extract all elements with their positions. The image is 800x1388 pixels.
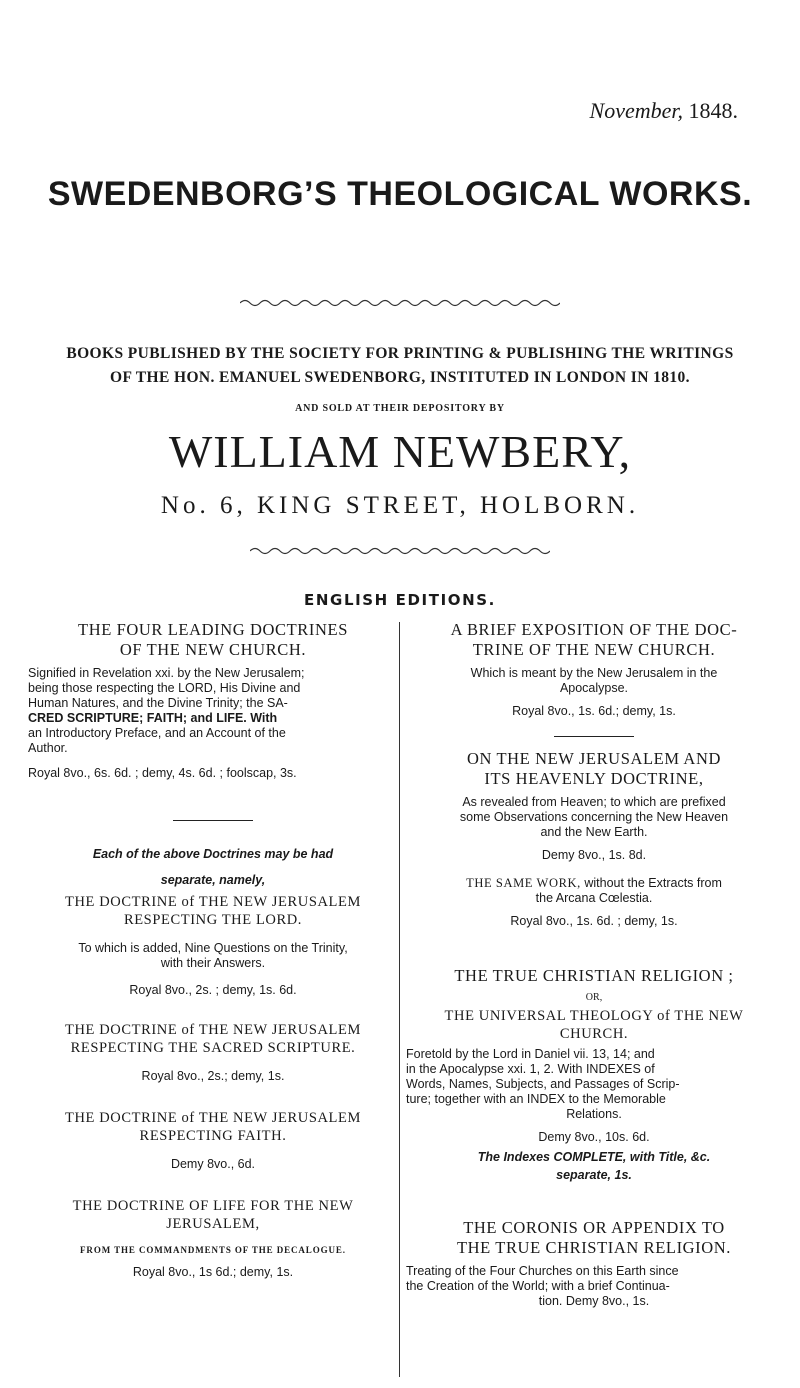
entry-note: separate, 1s. <box>556 1168 632 1182</box>
entry-same-work <box>406 876 782 928</box>
entry-title: ITS HEAVENLY DOCTRINE, <box>484 769 704 788</box>
entry-description: Foretold by the Lord in Daniel vii. 13, 14; and <box>406 1047 655 1061</box>
entry-title: THE CORONIS OR APPENDIX TO <box>463 1218 725 1237</box>
entry-description: in the Apocalypse xxi. 1, 2. With INDEXES of <box>406 1062 655 1076</box>
entry-title: OF THE NEW CHURCH. <box>119 640 307 659</box>
entry-description: Human Natures, and the Divine Trinity; the SA- <box>28 696 288 710</box>
separate-note: Each of the above Doctrines may be had <box>92 847 334 861</box>
entry-doctrine-life <box>28 1197 398 1279</box>
entry-description: Treating of the Four Churches on this Earth since <box>406 1264 679 1278</box>
entry-price: Royal 8vo., 1s. 6d.; demy, 1s. <box>512 704 676 718</box>
entry-price: Royal 8vo., 6s. 6d. ; demy, 4s. 6d. ; foolscap, 3s. <box>28 766 297 780</box>
entry-title: THE DOCTRINE of THE NEW JERUSALEM <box>65 1110 361 1126</box>
entry-title: TRINE OF THE NEW CHURCH. <box>472 640 716 659</box>
entry-description: Which is meant by the New Jerusalem in the <box>470 666 718 680</box>
date-year: 1848. <box>688 98 738 123</box>
entry-or: OR, <box>585 992 603 1003</box>
entry-price: Royal 8vo., 1s 6d.; demy, 1s. <box>132 1265 294 1279</box>
entry-title: RESPECTING THE SACRED SCRIPTURE. <box>70 1040 356 1056</box>
date-month: November, <box>589 98 683 123</box>
entry-heavenly-doctrine <box>406 749 782 862</box>
sold-line: AND SOLD AT THEIR DEPOSITORY BY <box>295 403 505 414</box>
entry-doctrine-faith <box>28 1109 398 1171</box>
subtitle <box>20 342 780 390</box>
entry-description: Author. <box>28 741 68 755</box>
entry-description: Apocalypse. <box>559 681 629 695</box>
ornament-wavy-top <box>0 296 800 314</box>
entry-description: Relations. <box>566 1107 622 1121</box>
entry-price: Royal 8vo., 2s.; demy, 1s. <box>141 1069 285 1083</box>
entry-title: THE SAME WORK, <box>466 876 581 890</box>
entry-description: Words, Names, Subjects, and Passages of Scrip- <box>406 1077 680 1091</box>
entry-title: RESPECTING FAITH. <box>139 1128 287 1144</box>
entry-title: THE UNIVERSAL THEOLOGY of THE NEW <box>444 1008 744 1024</box>
entry-subtitle: FROM THE COMMANDMENTS OF THE DECALOGUE. <box>80 1245 346 1255</box>
entry-description: the Arcana Cœlestia. <box>535 891 653 905</box>
entry-four-doctrines <box>28 620 398 780</box>
ornament-wavy-bottom <box>0 544 800 562</box>
entry-title: THE TRUE CHRISTIAN RELIGION ; <box>454 966 734 985</box>
entry-price: Royal 8vo., 2s. ; demy, 1s. 6d. <box>129 983 297 997</box>
entry-title: RESPECTING THE LORD. <box>123 912 303 928</box>
entry-doctrine-lord <box>28 893 398 997</box>
separate-note: separate, namely, <box>160 873 266 887</box>
entry-title: THE DOCTRINE of THE NEW JERUSALEM <box>65 894 361 910</box>
right-column <box>406 620 782 1309</box>
section-heading: ENGLISH EDITIONS. <box>304 591 496 609</box>
entry-description: an Introductory Preface, and an Account of the <box>28 726 286 740</box>
entry-title: THE DOCTRINE of THE NEW JERUSALEM <box>65 1022 361 1038</box>
entry-description: Signified in Revelation xxi. by the New Jerusalem; <box>28 666 305 680</box>
entry-doctrine-scripture <box>28 1021 398 1083</box>
publisher-name: WILLIAM NEWBERY, <box>168 426 632 477</box>
entry-description: tion. Demy 8vo., 1s. <box>538 1294 650 1308</box>
entry-title: THE FOUR LEADING DOCTRINES <box>78 620 348 639</box>
entry-price: Demy 8vo., 6d. <box>170 1157 256 1171</box>
entry-title: THE DOCTRINE OF LIFE FOR THE NEW <box>72 1198 354 1214</box>
entry-note: The Indexes COMPLETE, with Title, &c. <box>477 1150 711 1164</box>
subtitle-line-2: OF THE HON. EMANUEL SWEDENBORG, INSTITUTED IN LONDON IN 1810. <box>110 369 690 386</box>
entry-price: Demy 8vo., 1s. 8d. <box>541 848 647 862</box>
entry-description: ture; together with an INDEX to the Memorable <box>406 1092 666 1106</box>
entry-description: CRED SCRIPTURE; FAITH; and LIFE. With <box>28 711 278 725</box>
entry-description: with their Answers. <box>160 956 266 970</box>
entry-price: Demy 8vo., 10s. 6d. <box>538 1130 650 1144</box>
entry-description: being those respecting the LORD, His Divine and <box>28 681 301 695</box>
entry-coronis <box>406 1218 782 1309</box>
entry-description: and the New Earth. <box>540 825 648 839</box>
entry-title: ON THE NEW JERUSALEM AND <box>467 749 721 768</box>
entry-description: the Creation of the World; with a brief Continua- <box>406 1279 670 1293</box>
publisher-address: No. 6, KING STREET, HOLBORN. <box>160 492 640 519</box>
entry-brief-exposition <box>406 620 782 718</box>
entry-true-christian-religion <box>406 966 782 1184</box>
left-column <box>28 620 398 1279</box>
entry-price: Royal 8vo., 1s. 6d. ; demy, 1s. <box>510 914 678 928</box>
entry-description: As revealed from Heaven; to which are prefixed <box>462 795 726 809</box>
column-divider <box>399 622 400 1377</box>
entry-description: To which is added, Nine Questions on the Trinity, <box>78 941 348 955</box>
wavy-rule-icon <box>250 545 550 557</box>
subtitle-line-1: BOOKS PUBLISHED BY THE SOCIETY FOR PRINTING & PUBLISHING THE WRITINGS <box>66 345 734 362</box>
entry-title: A BRIEF EXPOSITION OF THE DOC- <box>450 620 738 639</box>
main-title: SWEDENBORG’S THEOLOGICAL WORKS. <box>47 175 753 213</box>
entry-title: THE TRUE CHRISTIAN RELIGION. <box>456 1238 732 1257</box>
wavy-rule-icon <box>240 297 560 309</box>
entry-title: CHURCH. <box>559 1026 629 1042</box>
entry-description-text: without the Extracts from <box>580 876 722 890</box>
date-line <box>590 98 738 124</box>
entry-title: JERUSALEM, <box>166 1216 260 1232</box>
entry-description: some Observations concerning the New Heaven <box>459 810 729 824</box>
entry-description <box>406 876 782 891</box>
